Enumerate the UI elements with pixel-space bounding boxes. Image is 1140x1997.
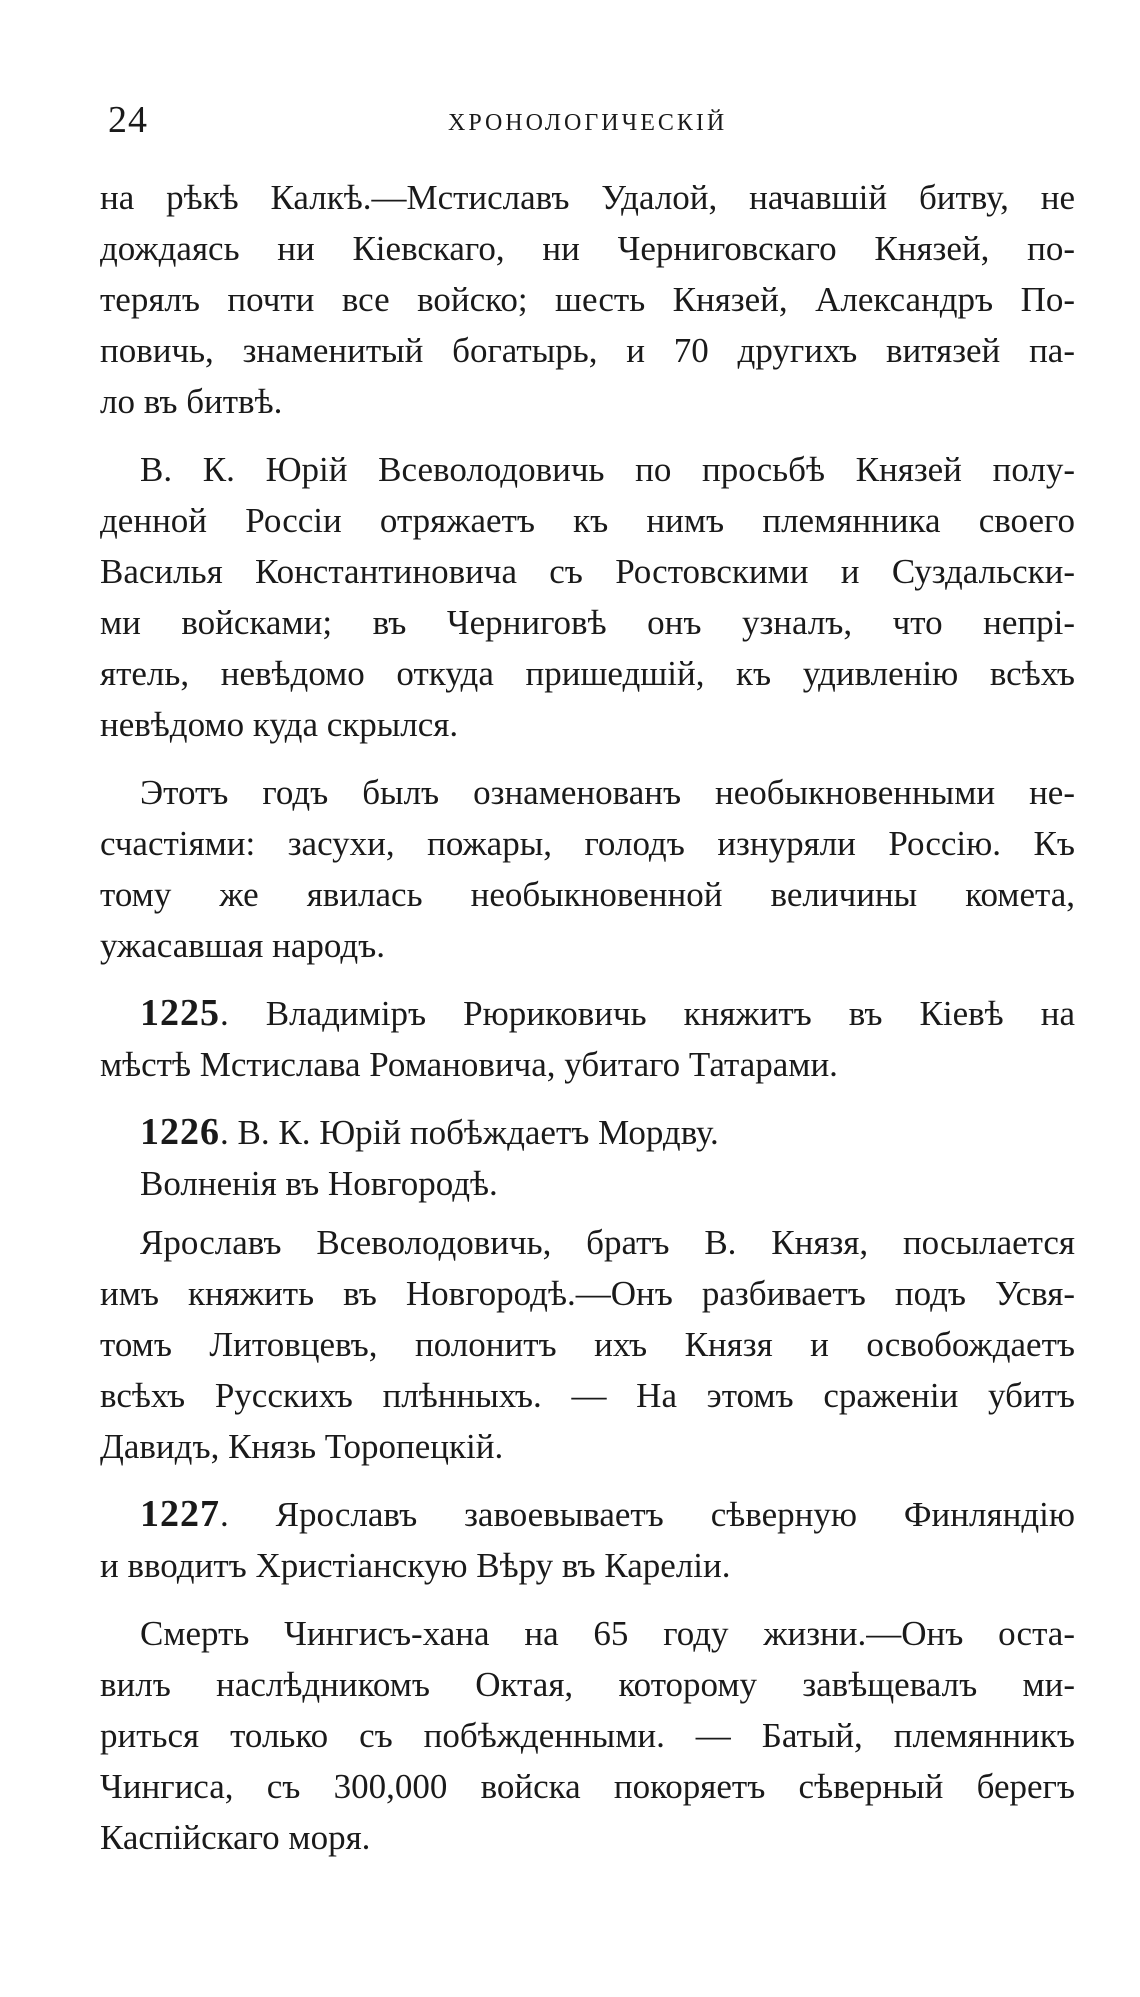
text-line: вилъ наслѣдникомъ Октая, которому завѣщевалъ ми- [100, 1665, 1075, 1704]
year-number: 1225 [140, 992, 220, 1034]
entry-text: . Ярославъ завоевываетъ сѣверную Финляндію [220, 1495, 1075, 1534]
text-line: всѣхъ Русскихъ плѣнныхъ. — На этомъ сраженіи убитъ [100, 1376, 1075, 1415]
paragraph [100, 767, 1075, 971]
text-line: томъ Литовцевъ, полонитъ ихъ Князя и освобождаетъ [100, 1325, 1075, 1364]
text-line [100, 988, 1075, 1039]
text-line: Ярославъ Всеволодовичь, братъ В. Князя, посылается [140, 1223, 1075, 1262]
entry-text: . В. К. Юрій побѣждаетъ Мордву. [220, 1113, 719, 1152]
text-line: терялъ почти все войско; шесть Князей, Александръ По- [100, 280, 1075, 319]
page-number: 24 [108, 99, 148, 141]
text-line: на рѣкѣ Калкѣ.—Мстиславъ Удалой, начавшій битву, не [100, 178, 1075, 217]
text-line: Волненія въ Новгородѣ. [140, 1164, 498, 1203]
paragraph [100, 444, 1075, 750]
text-line: дождаясь ни Кіевскаго, ни Черниговскаго Князей, по- [100, 229, 1075, 268]
text-line: Смерть Чингисъ-хана на 65 году жизни.—Онъ оста- [140, 1614, 1075, 1653]
year-entry [100, 1107, 1075, 1158]
text-line: Этотъ годъ былъ ознаменованъ необыкновенными не- [140, 773, 1075, 812]
text-line: Давидъ, Князь Торопецкій. [100, 1427, 504, 1466]
text-line: имъ княжить въ Новгородѣ.—Онъ разбиваетъ подъ Усвя- [100, 1274, 1075, 1313]
text-line: Каспійскаго моря. [100, 1818, 371, 1857]
year-number: 1226 [140, 1111, 220, 1153]
text-line: счастіями: засухи, пожары, голодъ изнуряли Россію. Къ [100, 824, 1075, 863]
paragraph [100, 172, 1075, 427]
text-line: и вводитъ Христіанскую Вѣру въ Кареліи. [100, 1546, 731, 1585]
text-line: невѣдомо куда скрылся. [100, 705, 459, 744]
text-line: Василья Константиновича съ Ростовскими и Суздальски- [100, 552, 1075, 591]
paragraph [100, 1608, 1075, 1863]
paragraph [100, 1158, 1075, 1209]
body-text [100, 172, 1075, 1880]
text-line: мѣстѣ Мстислава Романовича, убитаго Татарами. [100, 1045, 838, 1084]
text-line [100, 1107, 1075, 1158]
text-line: ло въ битвѣ. [100, 382, 283, 421]
text-line: ми войсками; въ Черниговѣ онъ узналъ, что непрі- [100, 603, 1075, 642]
text-line: повичь, знаменитый богатырь, и 70 другихъ витязей па- [100, 331, 1075, 370]
entry-text: . Владиміръ Рюриковичь княжитъ въ Кіевѣ на [220, 994, 1075, 1033]
text-line: тому же явилась необыкновенной величины комета, [100, 875, 1075, 914]
running-title: ХРОНОЛОГИЧЕСКІЙ [448, 110, 728, 136]
text-line: Чингиса, съ 300,000 войска покоряетъ сѣверный берегъ [100, 1767, 1075, 1806]
paragraph [100, 1217, 1075, 1472]
text-line: денной Россіи отряжаетъ къ нимъ племянника своего [100, 501, 1075, 540]
year-entry [100, 988, 1075, 1090]
running-head [108, 98, 1088, 148]
year-number: 1227 [140, 1493, 220, 1535]
year-entry [100, 1489, 1075, 1591]
text-line [100, 1489, 1075, 1540]
text-line: ужасавшая народъ. [100, 926, 386, 965]
text-line: В. К. Юрій Всеволодовичь по просьбѣ Князей полу- [140, 450, 1075, 489]
text-line: риться только съ побѣжденными. — Батый, племянникъ [100, 1716, 1075, 1755]
text-line: ятель, невѣдомо откуда пришедшій, къ удивленію всѣхъ [100, 654, 1075, 693]
